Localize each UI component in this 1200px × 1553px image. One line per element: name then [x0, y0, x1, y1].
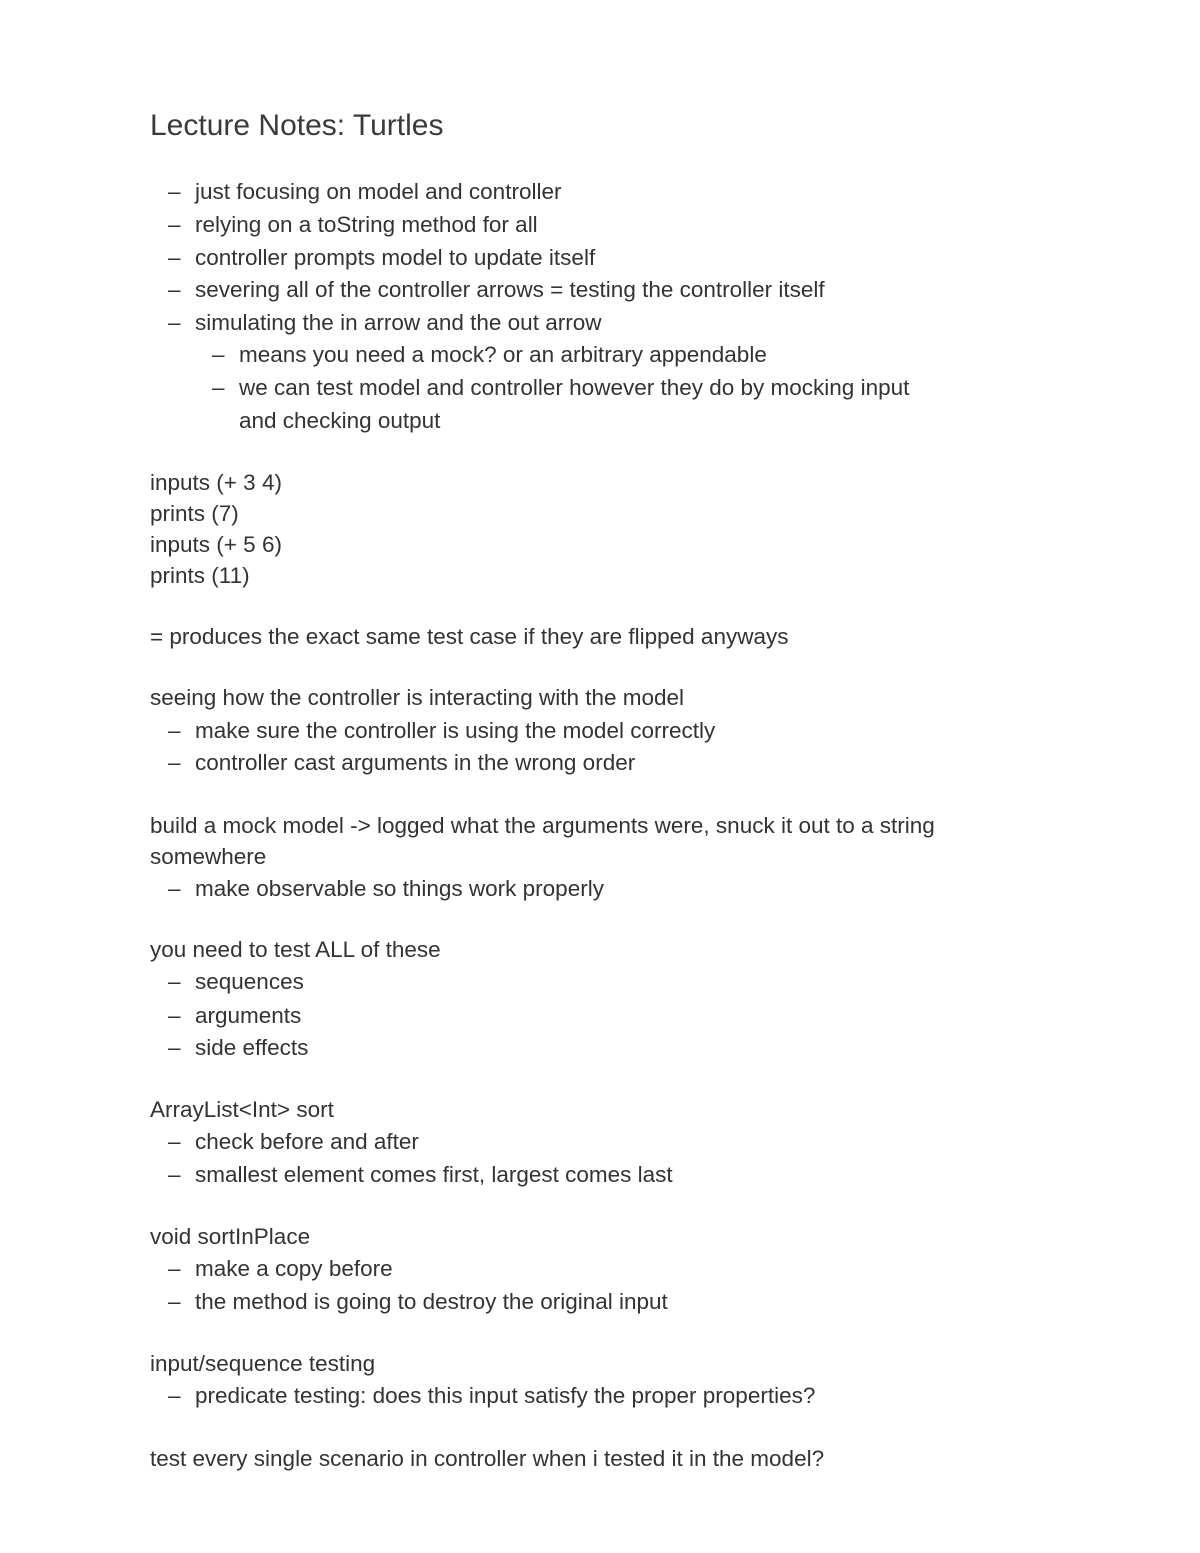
text-line: inputs (+ 3 4) — [150, 470, 282, 495]
list-item: check before and after — [195, 1129, 419, 1154]
list-item: severing all of the controller arrows = testing the controller itself — [195, 277, 825, 302]
list-item: simulating the in arrow and the out arrow — [195, 310, 602, 335]
bullet-dash: – — [168, 1289, 181, 1314]
list-item: means you need a mock? or an arbitrary appendable — [239, 342, 767, 367]
bullet-dash: – — [168, 1003, 181, 1028]
list-item: the method is going to destroy the original input — [195, 1289, 668, 1314]
text-line: build a mock model -> logged what the arguments were, snuck it out to a string — [150, 813, 935, 838]
text-line: ArrayList<Int> sort — [150, 1097, 334, 1122]
bullet-dash: – — [168, 1256, 181, 1281]
list-item: arguments — [195, 1003, 302, 1028]
list-item: make observable so things work properly — [195, 876, 604, 901]
bullet-dash: – — [168, 969, 181, 994]
list-item: controller prompts model to update itself — [195, 245, 596, 270]
list-item: we can test model and controller however they do by mocking input — [239, 375, 910, 400]
list-item: sequences — [195, 969, 304, 994]
text-line: = produces the exact same test case if they are flipped anyways — [150, 624, 789, 649]
bullet-dash: – — [168, 212, 181, 237]
document-title: Lecture Notes: Turtles — [150, 109, 444, 142]
list-item: controller cast arguments in the wrong order — [195, 750, 636, 775]
text-line: somewhere — [150, 844, 267, 869]
text-line: test every single scenario in controller when i tested it in the model? — [150, 1446, 825, 1471]
bullet-dash: – — [168, 1035, 181, 1060]
text-line: seeing how the controller is interacting with the model — [150, 685, 685, 710]
text-line: void sortInPlace — [150, 1224, 311, 1249]
bullet-dash: – — [168, 310, 181, 335]
list-item: make a copy before — [195, 1256, 393, 1281]
text-line: prints (7) — [150, 501, 239, 526]
text-line: prints (11) — [150, 563, 250, 588]
list-item: relying on a toString method for all — [195, 212, 538, 237]
list-item: side effects — [195, 1035, 309, 1060]
bullet-dash: – — [168, 1129, 181, 1154]
bullet-dash: – — [168, 245, 181, 270]
bullet-dash: – — [168, 750, 181, 775]
text-line: input/sequence testing — [150, 1351, 376, 1376]
list-item: smallest element comes first, largest comes last — [195, 1162, 673, 1187]
bullet-dash: – — [168, 1383, 181, 1408]
bullet-dash: – — [168, 179, 181, 204]
text-line: you need to test ALL of these — [150, 937, 441, 962]
list-item: make sure the controller is using the model correctly — [195, 718, 716, 743]
bullet-dash: – — [212, 342, 225, 367]
list-item: predicate testing: does this input satisfy the proper properties? — [195, 1383, 816, 1408]
list-item: just focusing on model and controller — [195, 179, 562, 204]
bullet-dash: – — [168, 277, 181, 302]
bullet-dash: – — [212, 375, 225, 400]
list-item: and checking output — [239, 408, 441, 433]
bullet-dash: – — [168, 876, 181, 901]
text-line: inputs (+ 5 6) — [150, 532, 282, 557]
bullet-dash: – — [168, 718, 181, 743]
bullet-dash: – — [168, 1162, 181, 1187]
